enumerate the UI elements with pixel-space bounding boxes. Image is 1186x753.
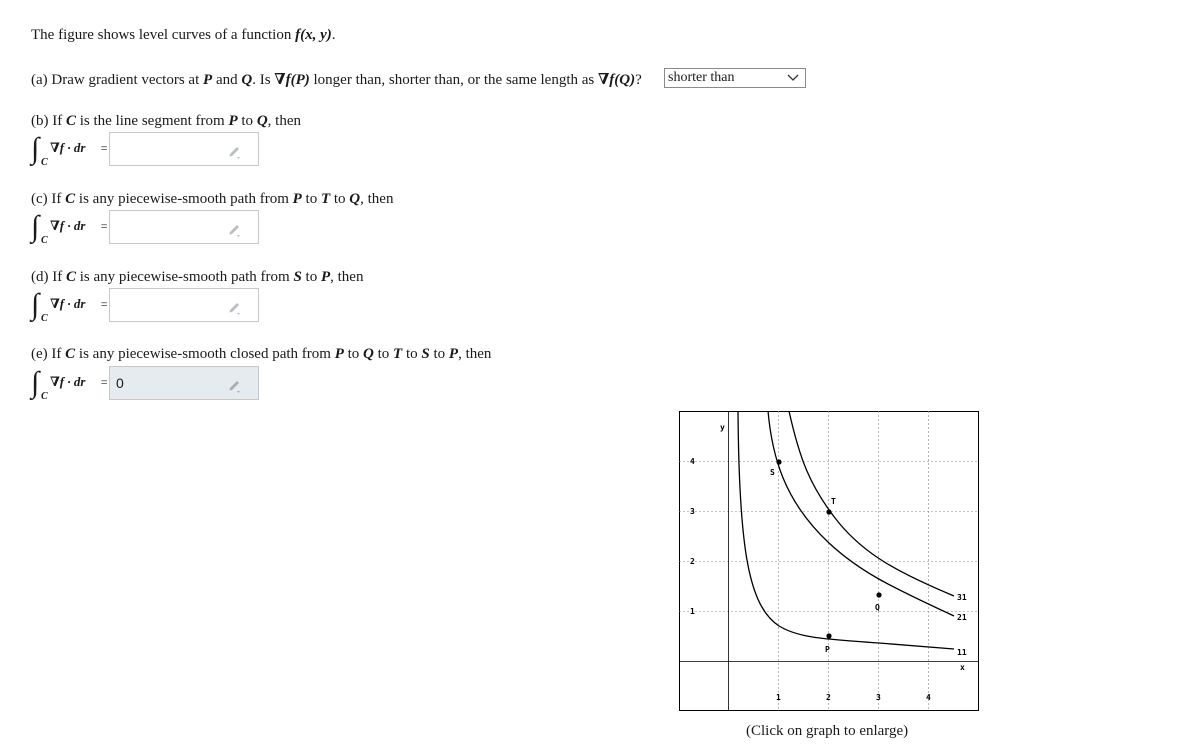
level-curves-graph[interactable]	[679, 411, 979, 711]
equals-sign: =	[100, 375, 108, 389]
integral-sign: ∫	[31, 210, 40, 243]
select-value: shorter than	[668, 70, 735, 85]
pencil-icon[interactable]	[226, 298, 244, 316]
part-d-text4: , then	[330, 269, 364, 285]
point-s-label: S	[770, 468, 775, 477]
integral-expression	[50, 140, 108, 156]
integral-expression	[50, 218, 108, 234]
part-c-math2: P	[292, 191, 302, 207]
y-tick-3: 3	[690, 507, 695, 516]
part-a-text2: and	[212, 72, 242, 88]
part-d-integral	[31, 288, 271, 326]
part-e-text2: is any piecewise-smooth closed path from	[75, 346, 335, 362]
part-e-math5: S	[421, 346, 430, 362]
part-c-math4: Q	[349, 191, 361, 207]
y-axis-label: y	[720, 423, 725, 432]
part-c-answer-input[interactable]	[109, 210, 259, 244]
curve-label-11: 11	[957, 648, 967, 657]
length-comparison-select[interactable]	[664, 68, 806, 88]
part-c-question	[31, 191, 393, 208]
part-d-text3: to	[301, 269, 321, 285]
intro-text	[31, 27, 336, 44]
part-d-math2: S	[293, 269, 302, 285]
point-t-label: T	[831, 497, 836, 506]
part-d-text2: is any piecewise-smooth path from	[76, 269, 294, 285]
intro-text-part: The figure shows level curves of a function	[31, 27, 296, 43]
part-d-math1: C	[65, 269, 76, 285]
integral-subscript: C	[41, 391, 48, 402]
curve-label-31: 31	[957, 593, 967, 602]
part-d-text1: (d) If	[31, 269, 66, 285]
part-e-text1: (e) If	[31, 346, 66, 362]
equals-sign: =	[100, 297, 108, 311]
part-a-math4: ∇f(Q)	[598, 72, 636, 88]
integrand: ∇f · dr⃗	[50, 218, 96, 233]
equals-sign: =	[100, 219, 108, 233]
integral-sign: ∫	[31, 132, 40, 165]
part-b-text1: (b) If	[31, 113, 66, 129]
part-a-question	[31, 70, 642, 89]
part-b-text2: is the line segment from	[76, 113, 229, 129]
integral-sign: ∫	[31, 366, 40, 399]
part-b-text3: to	[237, 113, 257, 129]
part-a-math1: P	[203, 72, 213, 88]
intro-math: f(x, y)	[295, 27, 332, 43]
integrand: ∇f · dr⃗	[50, 374, 96, 389]
part-e-question	[31, 346, 491, 363]
pencil-icon[interactable]	[226, 376, 244, 394]
y-tick-1: 1	[690, 607, 695, 616]
point-p-marker	[826, 633, 831, 638]
part-e-math2: P	[334, 346, 344, 362]
part-e-math4: T	[393, 346, 403, 362]
part-c-math1: C	[65, 191, 76, 207]
x-axis-label: x	[960, 663, 965, 672]
x-tick-4: 4	[926, 693, 931, 702]
equals-sign: =	[100, 141, 108, 155]
part-a-math3: ∇f(P)	[274, 72, 310, 88]
part-e-text3: to	[343, 346, 364, 362]
part-e-text7: , then	[458, 346, 492, 362]
integral-subscript: C	[41, 157, 48, 168]
graph-frame	[680, 412, 979, 711]
part-b-answer-input[interactable]	[109, 132, 259, 166]
part-b-question	[31, 113, 301, 130]
chevron-down-icon	[787, 71, 799, 83]
curve-label-21: 21	[957, 613, 967, 622]
part-c-text1: (c) If	[31, 191, 66, 207]
part-d-question	[31, 269, 363, 286]
part-e-answer-input[interactable]	[109, 366, 259, 400]
integral-sign: ∫	[31, 288, 40, 321]
point-q-marker	[876, 592, 881, 597]
graph-caption[interactable]: (Click on graph to enlarge)	[746, 723, 909, 739]
part-a-text1: (a) Draw gradient vectors at	[31, 72, 204, 88]
part-e-math1: C	[65, 346, 76, 362]
part-e-integral	[31, 366, 271, 404]
part-c-text5: , then	[360, 191, 394, 207]
part-c-math3: T	[320, 191, 331, 207]
point-t-marker	[826, 509, 831, 514]
part-b-integral	[31, 132, 271, 170]
intro-end: .	[331, 27, 336, 43]
point-p-label: P	[825, 645, 830, 654]
part-e-text4: to	[373, 346, 394, 362]
x-tick-2: 2	[826, 693, 831, 702]
part-d-answer-input[interactable]	[109, 288, 259, 322]
part-e-math3: Q	[363, 346, 374, 362]
part-e-answer-value: 0	[116, 375, 124, 391]
part-c-integral	[31, 210, 271, 248]
integral-subscript: C	[41, 313, 48, 324]
pencil-icon[interactable]	[226, 220, 244, 238]
part-b-text4: , then	[267, 113, 301, 129]
part-a-math2: Q	[241, 72, 253, 88]
part-b-math2: P	[228, 113, 238, 129]
part-a-text4: longer than, shorter than, or the same length as	[309, 72, 599, 88]
integral-subscript: C	[41, 235, 48, 246]
part-a-text3: . Is	[252, 72, 275, 88]
y-tick-2: 2	[690, 557, 695, 566]
part-a-text5: ?	[635, 72, 642, 88]
part-b-math3: Q	[256, 113, 268, 129]
integral-expression	[50, 296, 108, 312]
part-e-text6: to	[429, 346, 449, 362]
point-q-label: Q	[875, 603, 880, 612]
part-d-math3: P	[320, 269, 331, 285]
integrand: ∇f · dr⃗	[50, 140, 96, 155]
point-s-marker	[776, 459, 781, 464]
integral-expression	[50, 374, 108, 390]
part-b-math1: C	[65, 113, 76, 129]
part-c-text3: to	[301, 191, 321, 207]
part-c-text2: is any piecewise-smooth path from	[75, 191, 293, 207]
part-c-text4: to	[330, 191, 350, 207]
integrand: ∇f · dr⃗	[50, 296, 96, 311]
part-e-text5: to	[402, 346, 422, 362]
x-tick-3: 3	[876, 693, 881, 702]
x-tick-1: 1	[776, 693, 781, 702]
pencil-icon[interactable]	[226, 142, 244, 160]
part-e-math6: P	[448, 346, 459, 362]
y-tick-4: 4	[690, 457, 695, 466]
